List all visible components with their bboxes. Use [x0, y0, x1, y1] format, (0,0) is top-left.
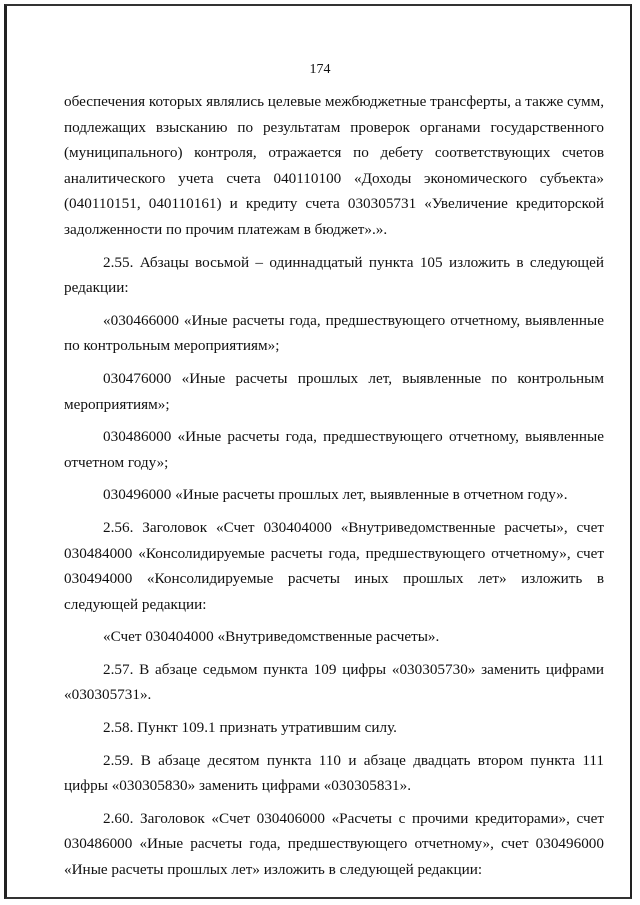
paragraph-2-55: 2.55. Абзацы восьмой – одиннадцатый пункта 105 изложить в следующей редакции:: [64, 253, 604, 297]
page-number: 174: [309, 62, 331, 77]
paragraph-continuation: обеспечения которых являлись целевые межбюджетные трансферты, а также сумм, подлежащих взысканию по результатам проверок органами государственного (муниципального) контроля, отражается по дебету соответствующих счетов аналитического учета счета 040110100 «Доходы экономического субъекта» (040110151, 040110161) и кредиту счета 030305731 «Увеличение кредиторской задолженности по прочим платежам в бюджет».».: [64, 93, 604, 238]
paragraph-account-030476000: 030476000 «Иные расчеты прошлых лет, выявленные по контрольным мероприятиям»;: [64, 369, 604, 413]
paragraph-account-030486000: 030486000 «Иные расчеты года, предшествующего отчетному, выявленные отчетном году»;: [64, 428, 604, 471]
paragraph-account-030496000: 030496000 «Иные расчеты прошлых лет, выявленные в отчетном году».: [103, 486, 568, 504]
paragraph-2-56: 2.56. Заголовок «Счет 030404000 «Внутриведомственные расчеты», счет 030484000 «Консолидируемые расчеты года, предшествующего отчетному», счет 030494000 «Консолидируемые расчеты иных прошлых лет» изложить в следующей редакции:: [64, 518, 604, 613]
document-body: [64, 89, 604, 883]
paragraph-account-030404000: «Счет 030404000 «Внутриведомственные расчеты».: [103, 628, 440, 646]
paragraph-2-58: 2.58. Пункт 109.1 признать утратившим силу.: [103, 719, 397, 737]
paragraph-2-57: 2.57. В абзаце седьмом пункта 109 цифры «030305730» заменить цифрами «030305731».: [64, 660, 604, 704]
paragraph-2-59: 2.59. В абзаце десятом пункта 110 и абзаце двадцать втором пункта 111 цифры «030305830» заменить цифрами «030305831».: [64, 751, 604, 795]
paragraph-account-030466000: «030466000 «Иные расчеты года, предшествующего отчетному, выявленные по контрольным мероприятиям»;: [64, 311, 604, 355]
paragraph-2-60: 2.60. Заголовок «Счет 030406000 «Расчеты с прочими кредиторами», счет 030486000 «Иные расчеты года, предшествующего отчетному», счет 030496000 «Иные расчеты прошлых лет» изложить в следующей редакции:: [64, 809, 604, 879]
